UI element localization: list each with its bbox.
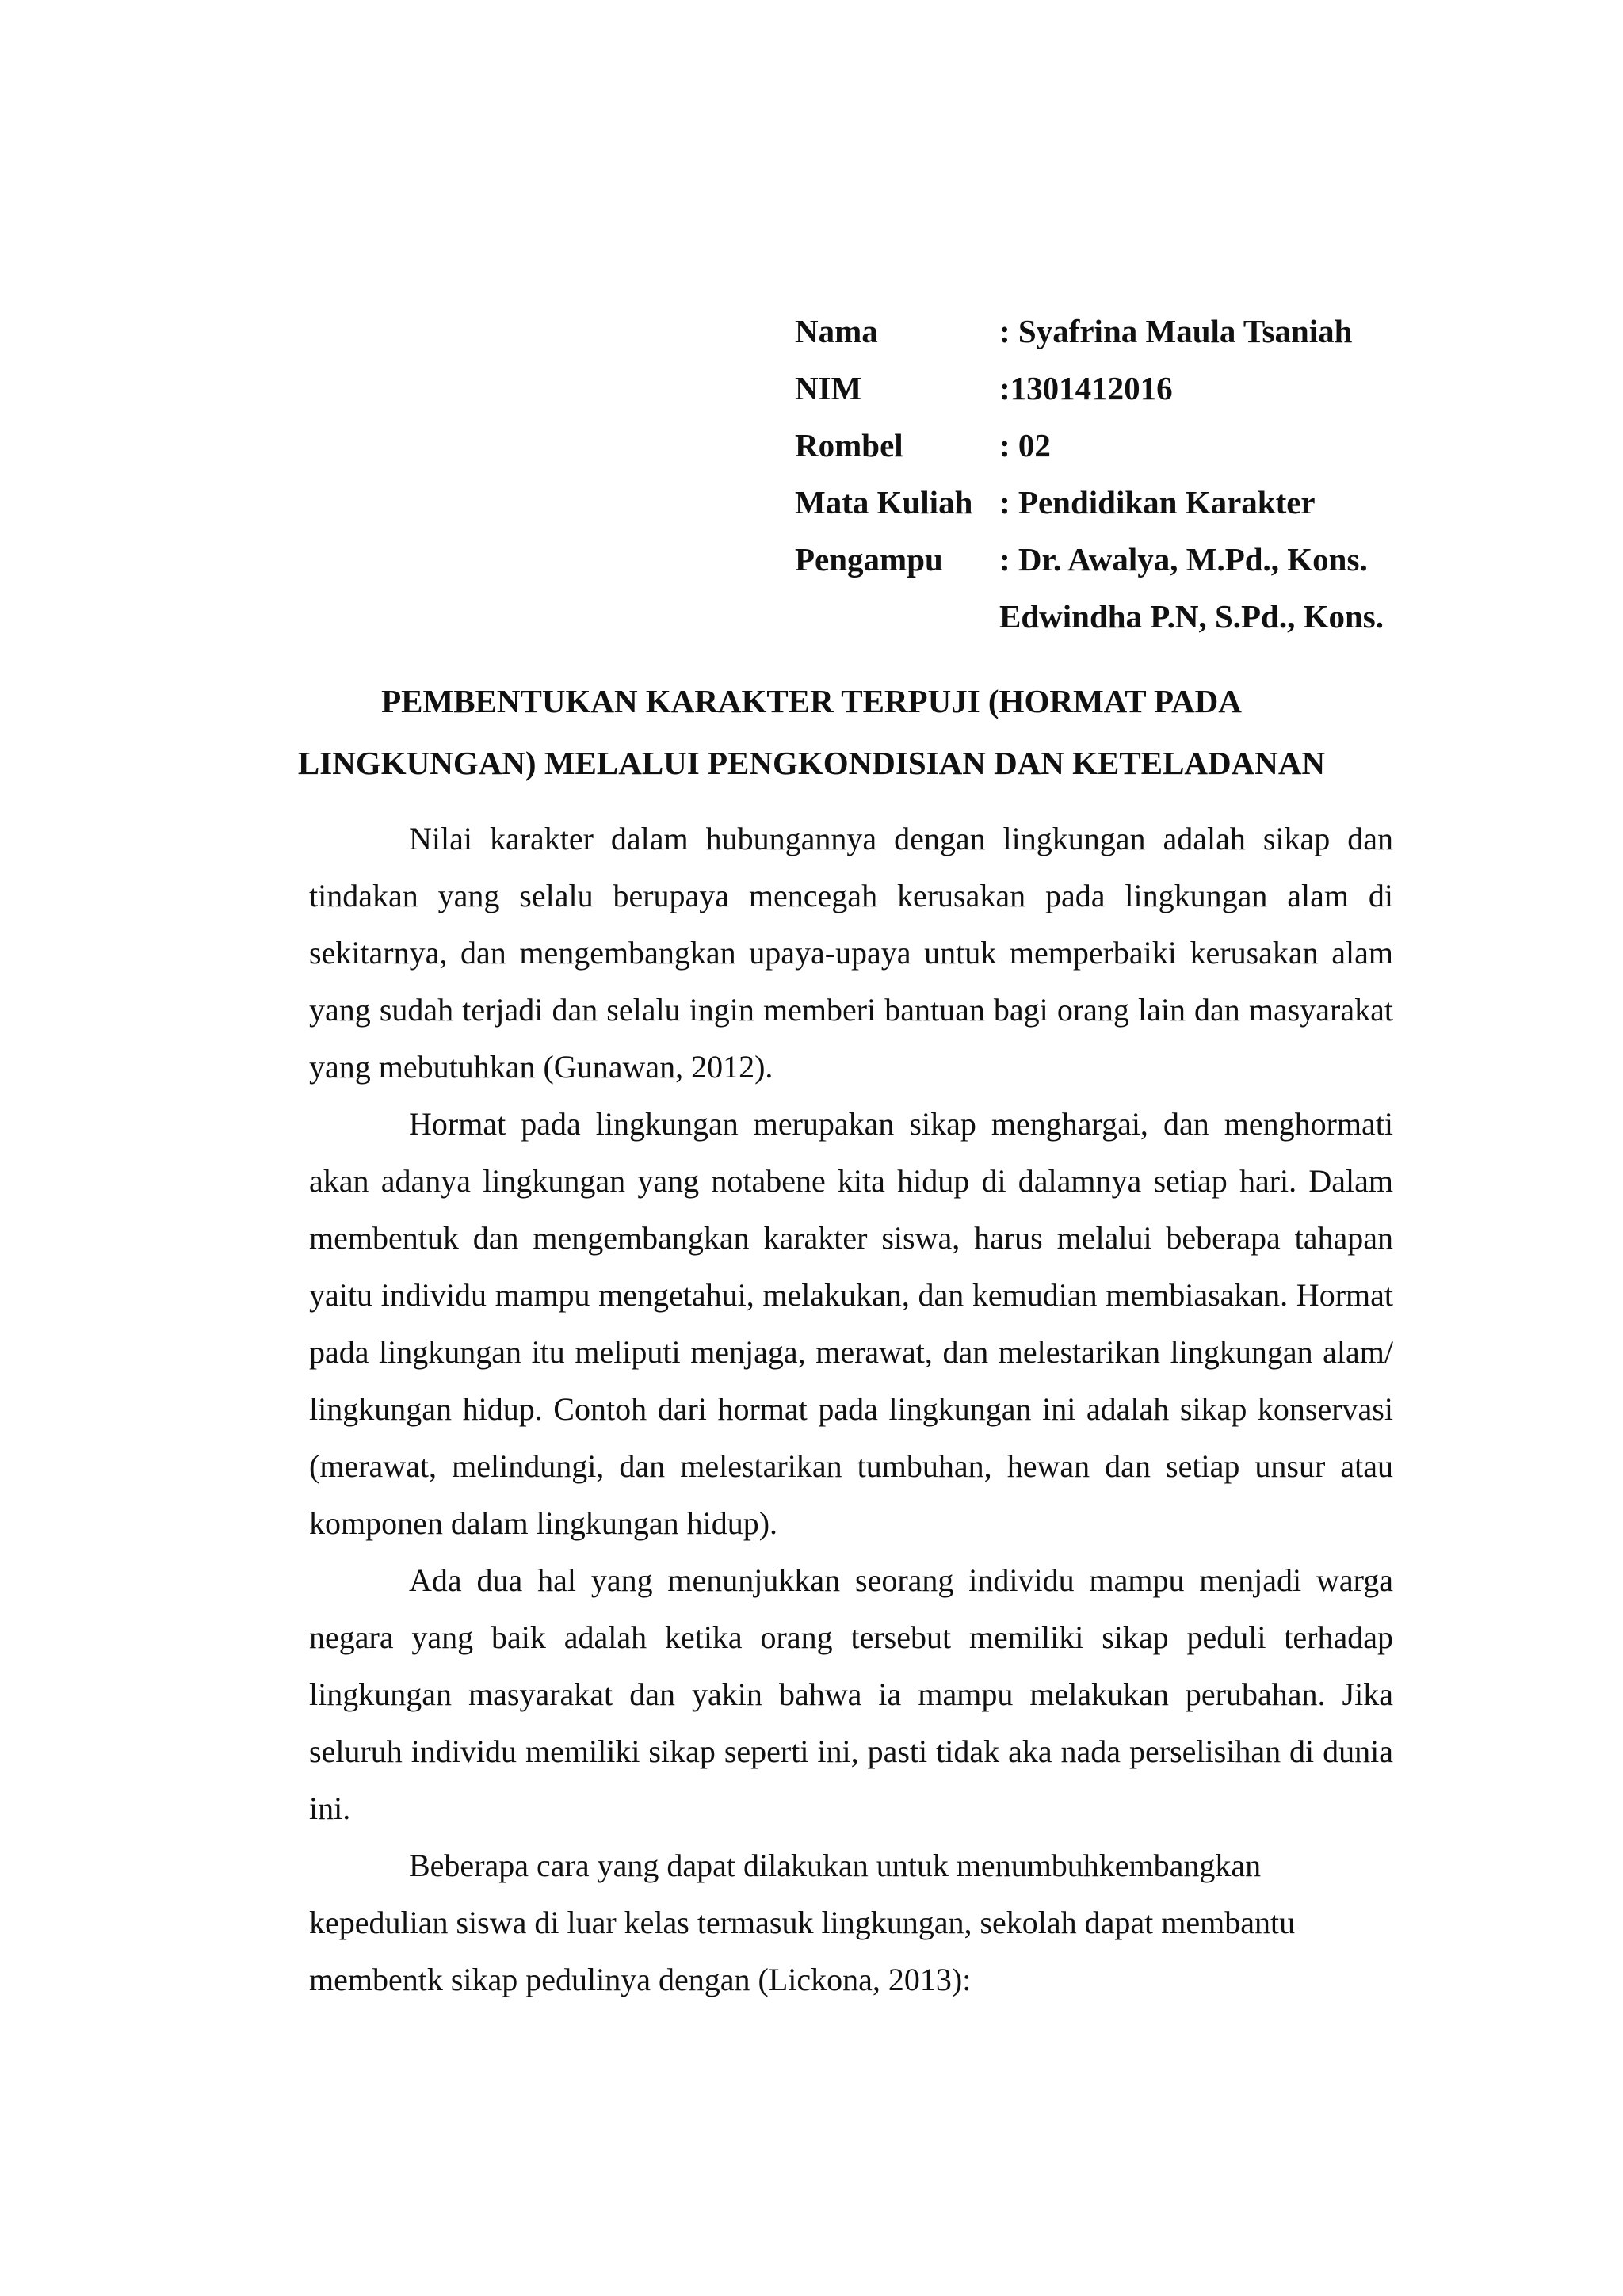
identity-value: : Dr. Awalya, M.Pd., Kons. xyxy=(999,541,1368,578)
paragraph-3: Ada dua hal yang menunjukkan seorang individu mampu menjadi warga negara yang baik adalah ketika orang tersebut memiliki sikap peduli terhadap lingkungan masyarakat dan yakin bahwa ia mampu melakukan perubahan. Jika seluruh individu memiliki sikap seperti ini, pasti tidak aka nada perselisihan di dunia ini. xyxy=(309,1562,1393,1826)
identity-row-name xyxy=(795,303,1384,360)
paragraph-4: Beberapa cara yang dapat dilakukan untuk menumbuhkembangkan kepedulian siswa di luar kelas termasuk lingkungan, sekolah dapat membantu membentk sikap pedulinya dengan (Lickona, 2013): xyxy=(309,1848,1296,1997)
student-identity-block xyxy=(795,303,1384,645)
identity-label: NIM xyxy=(795,370,862,406)
identity-row-rombel xyxy=(795,417,1384,474)
identity-row-nim xyxy=(795,360,1384,417)
identity-value: : Syafrina Maula Tsaniah xyxy=(999,313,1353,349)
identity-value: : Pendidikan Karakter xyxy=(999,484,1316,521)
document-title xyxy=(0,670,1623,794)
identity-row-lecturer xyxy=(795,531,1384,588)
identity-label: Mata Kuliah xyxy=(795,484,973,521)
identity-row-course xyxy=(795,474,1384,531)
identity-label: Pengampu xyxy=(795,541,943,578)
title-line-1: PEMBENTUKAN KARAKTER TERPUJI (HORMAT PADA xyxy=(381,683,1242,719)
identity-label: Rombel xyxy=(795,427,903,463)
identity-value: : 02 xyxy=(999,427,1051,463)
paragraph-1: Nilai karakter dalam hubungannya dengan lingkungan adalah sikap dan tindakan yang selalu berupaya mencegah kerusakan pada lingkungan alam di sekitarnya, dan mengembangkan upaya-upaya untuk memperbaiki kerusakan alam yang sudah terjadi dan selalu ingin memberi bantuan bagi orang lain dan masyarakat yang mebutuhkan (Gunawan, 2012). xyxy=(309,821,1393,1085)
identity-value: :1301412016 xyxy=(999,370,1173,406)
identity-row-lecturer-2 xyxy=(795,588,1384,645)
identity-value: Edwindha P.N, S.Pd., Kons. xyxy=(999,598,1384,635)
identity-label: Nama xyxy=(795,313,878,349)
document-body xyxy=(309,810,1393,2008)
title-line-2: LINGKUNGAN) MELALUI PENGKONDISIAN DAN KETELADANAN xyxy=(297,745,1326,781)
paragraph-2: Hormat pada lingkungan merupakan sikap menghargai, dan menghormati akan adanya lingkungan yang notabene kita hidup di dalamnya setiap hari. Dalam membentuk dan mengembangkan karakter siswa, harus melalui beberapa tahapan yaitu individu mampu mengetahui, melakukan, dan kemudian membiasakan. Hormat pada lingkungan itu meliputi menjaga, merawat, dan melestarikan lingkungan alam/ lingkungan hidup. Contoh dari hormat pada lingkungan ini adalah sikap konservasi (merawat, melindungi, dan melestarikan tumbuhan, hewan dan setiap unsur atau komponen dalam lingkungan hidup). xyxy=(309,1106,1393,1541)
